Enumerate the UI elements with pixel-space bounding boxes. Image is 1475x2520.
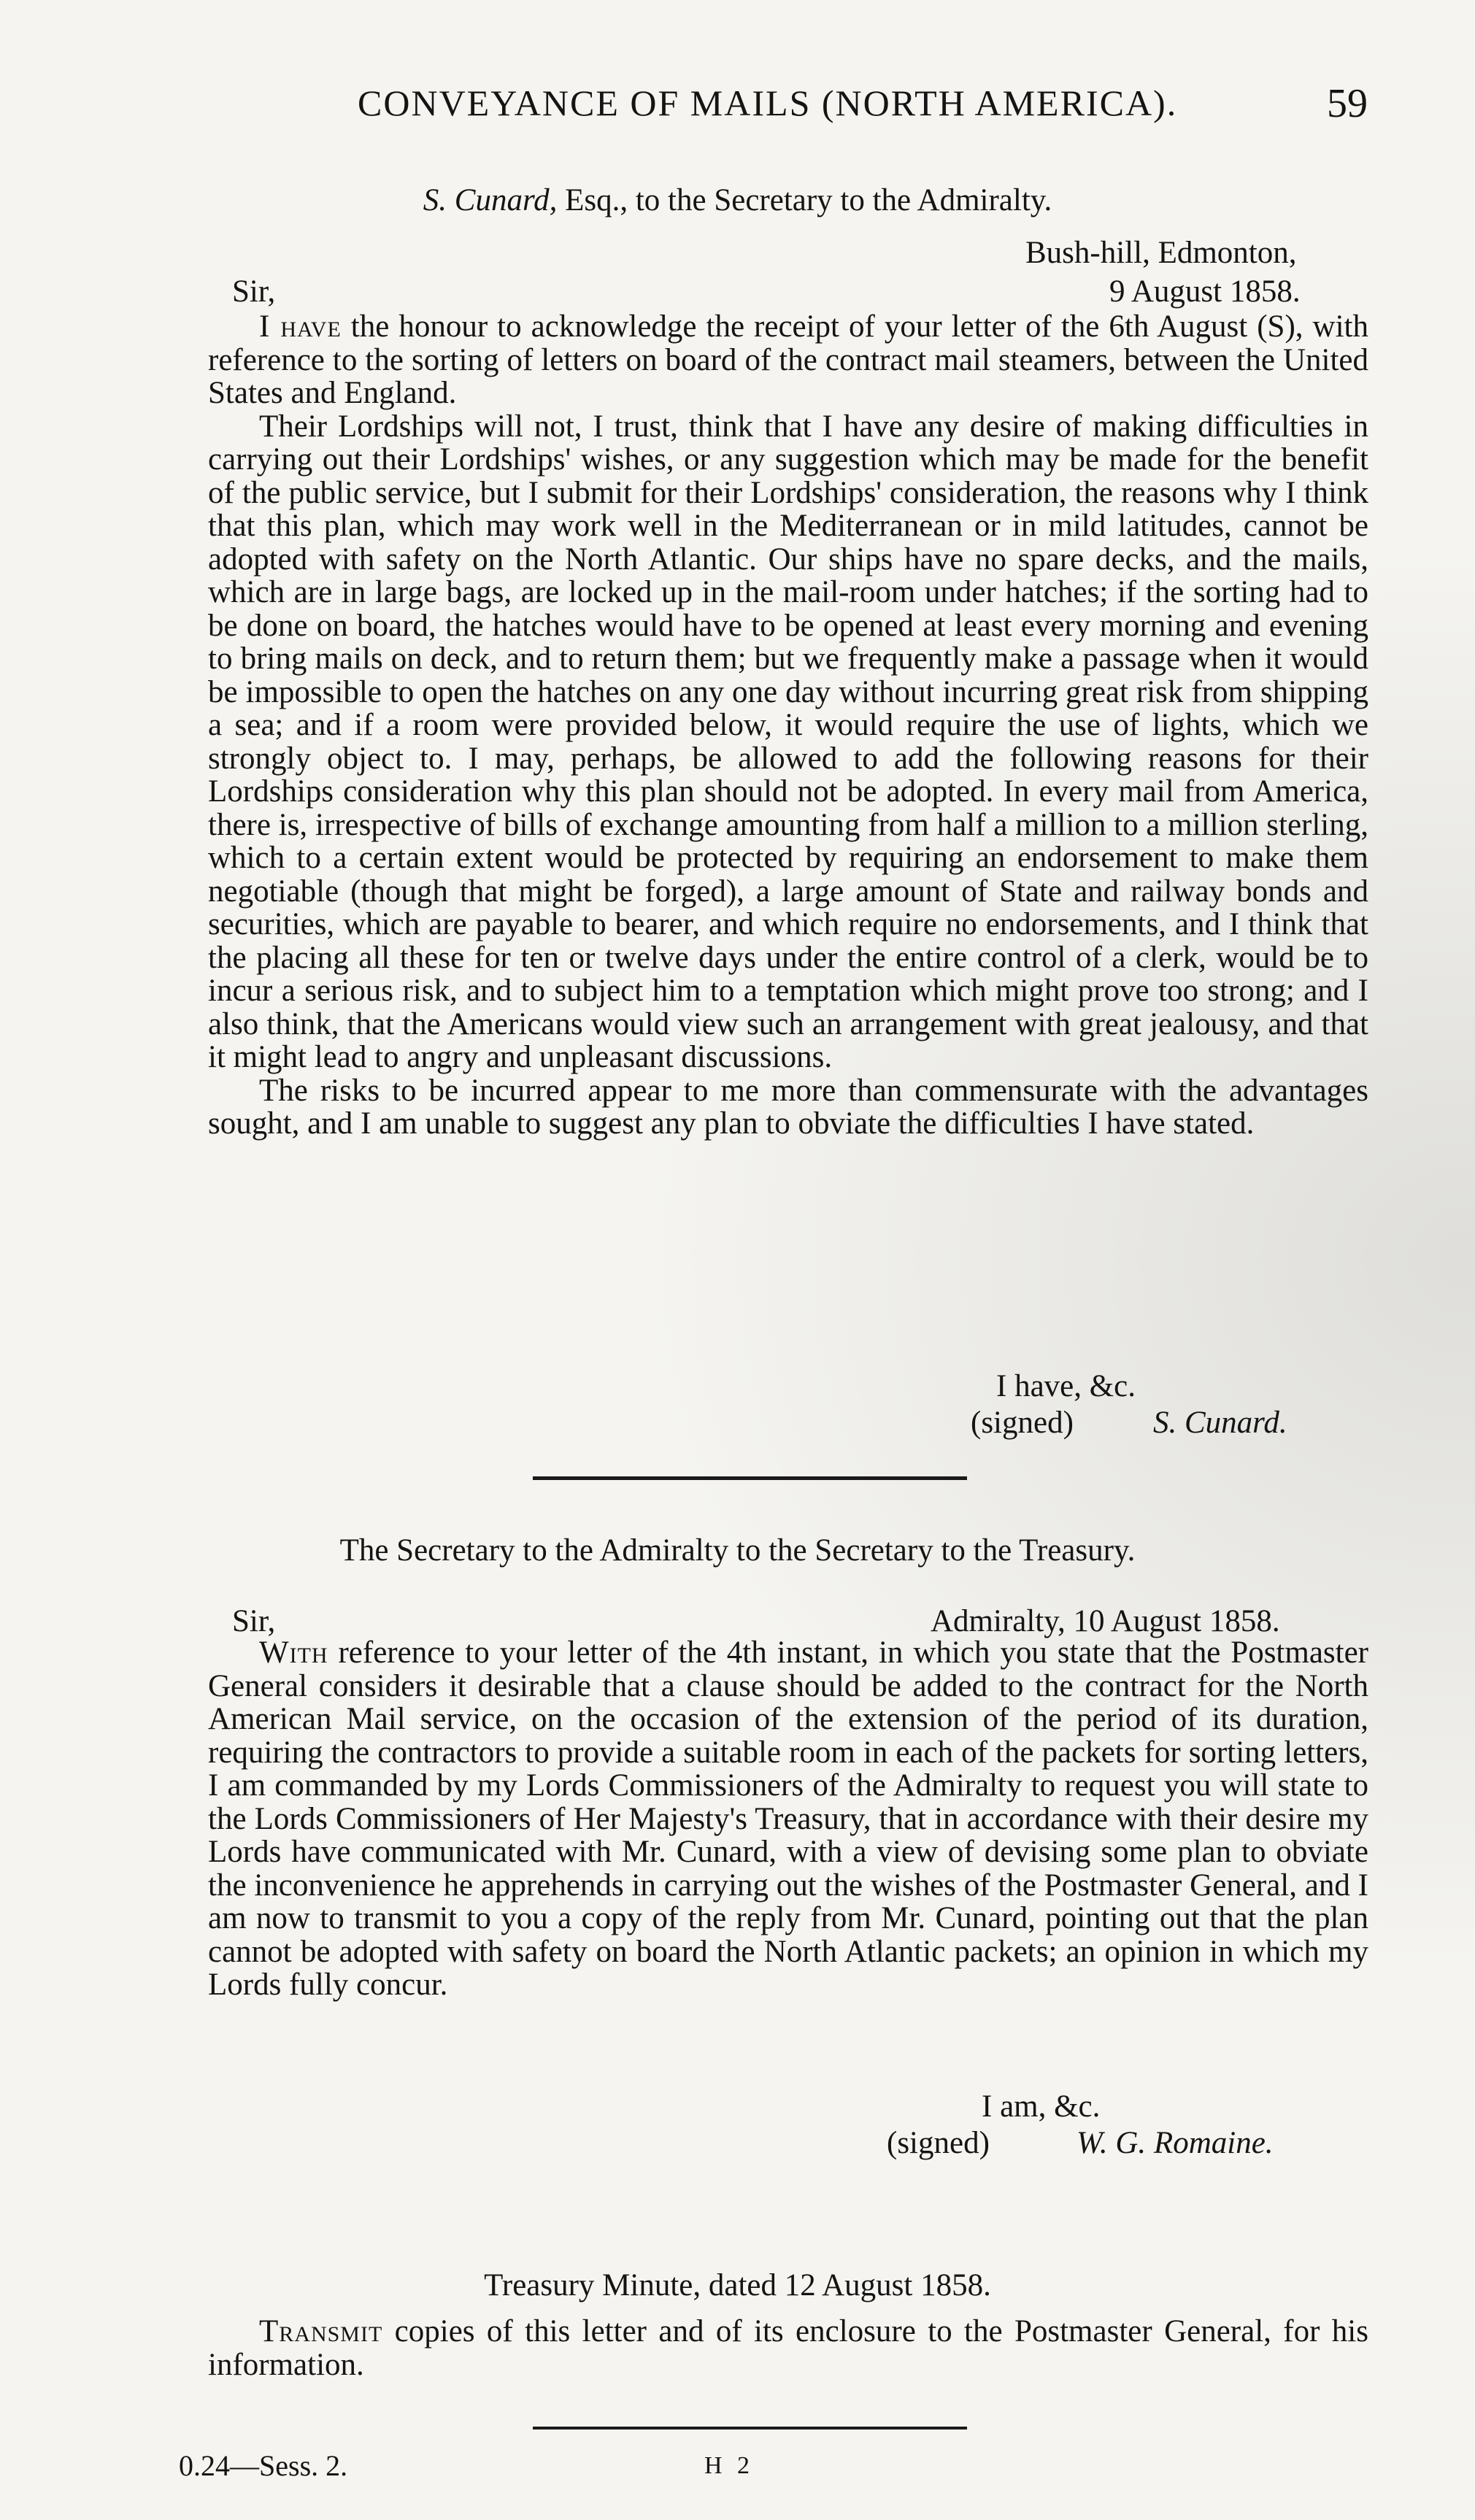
letter2-salutation: Sir, [232, 1604, 276, 1638]
signature-mark: H 2 [704, 2452, 755, 2479]
section-divider [533, 1476, 967, 1480]
letter1-heading [0, 182, 1475, 218]
page-number: 59 [1327, 81, 1368, 126]
minute-lead-word: Transmit [259, 2314, 383, 2348]
letter2-closing: I am, &c. [982, 2089, 1101, 2124]
footer-left: 0.24—Sess. 2. [179, 2449, 348, 2482]
letter2-heading: The Secretary to the Admiralty to the Secretary to the Treasury. [339, 1533, 1136, 1568]
letter1-signed-label: (signed) [971, 1406, 1074, 1440]
footer-divider [533, 2427, 967, 2430]
letter1-body [208, 310, 1368, 1141]
letter1-signature: S. Cunard. [1153, 1406, 1287, 1440]
letter2-signed-label: (signed) [887, 2126, 990, 2160]
minute-body [208, 2315, 1368, 2381]
letter2-lead-word: With [259, 1635, 328, 1670]
minute-heading: Treasury Minute, dated 12 August 1858. [484, 2268, 991, 2303]
letter1-lead-word: I have [259, 309, 342, 344]
minute-paragraph: Transmit copies of this letter and of its enclosure to the Postmaster General, for his information. [208, 2314, 1368, 2382]
letter1-closing: I have, &c. [996, 1369, 1136, 1403]
letter2-place-date: Admiralty, 10 August 1858. [931, 1604, 1280, 1638]
letter1-heading-name: S. Cunard, [423, 183, 558, 217]
letter1-heading-rest: Esq., to the Secretary to the Admiralty. [557, 183, 1052, 217]
letter1-paragraph-2: Their Lordships will not, I trust, think that I have any desire of making difficulties in carrying out their Lordships' wishes, or any suggestion which may be made for the benefit of the public service, but I submit for their Lordships' consideration, the reasons why I think that this plan, which may work well in the Mediterranean or in mild latitudes, cannot be adopted with safety on the North Atlantic. Our ships have no spare decks, and the mails, which are in large bags, are locked up in the mail-room under hatches; if the sorting had to be done on board, the hatches would have to be opened at least every morning and evening to bring mails on deck, and to return them; but we frequently make a passage when it would be impossible to open the hatches on any one day without incurring great risk from shipping a sea; and if a room were provided below, it would require the use of lights, which we strongly object to. I may, perhaps, be allowed to add the following reasons for their Lordships consideration why this plan should not be adopted. In every mail from America, there is, irrespective of bills of exchange amounting from half a million to a million sterling, which to a certain extent would be protected by requiring an endorsement to make them negotiable (though that might be forged), a large amount of State and railway bonds and securities, which are payable to bearer, and which require no endorsements, and I think that the placing all these for ten or twelve days under the entire control of a clerk, would be to incur a serious risk, and to subject him to a temptation which might prove too strong; and I also think, that the Americans would view such an arrangement with great jealousy, and that it might lead to angry and unpleasant discussions. [208, 409, 1368, 1074]
letter2-body [208, 1636, 1368, 2002]
letter1-date: 9 August 1858. [1109, 274, 1301, 309]
letter1-salutation: Sir, [232, 274, 276, 309]
running-title: CONVEYANCE OF MAILS (NORTH AMERICA). [358, 82, 1178, 123]
letter2-paragraph-1: With reference to your letter of the 4th instant, in which you state that the Postmaster General considers it desirable that a clause should be added to the contract for the North American Mail service, on the occasion of the extension of the period of its duration, requiring the contractors to provide a suitable room in each of the packets for sorting letters, I am commanded by my Lords Commissioners of the Admiralty to request you will state to the Lords Commissioners of Her Majesty's Treasury, that in accordance with their desire my Lords have communicated with Mr. Cunard, with a view of devising some plan to obviate the inconvenience he apprehends in carrying out the wishes of the Postmaster General, and I am now to transmit to you a copy of the reply from Mr. Cunard, pointing out that the plan cannot be adopted with safety on board the North Atlantic packets; an opinion in which my Lords fully concur. [208, 1635, 1368, 2002]
letter1-place: Bush-hill, Edmonton, [1025, 236, 1297, 270]
letter1-paragraph-1: I have the honour to acknowledge the receipt of your letter of the 6th August (S), with reference to the sorting of letters on board of the contract mail steamers, between the United States and England. [208, 309, 1368, 410]
letter2-signature: W. G. Romaine. [1077, 2126, 1274, 2160]
letter1-paragraph-3: The risks to be incurred appear to me more than commensurate with the advantages sought, and I am unable to suggest any plan to obviate the difficulties I have stated. [208, 1073, 1368, 1141]
